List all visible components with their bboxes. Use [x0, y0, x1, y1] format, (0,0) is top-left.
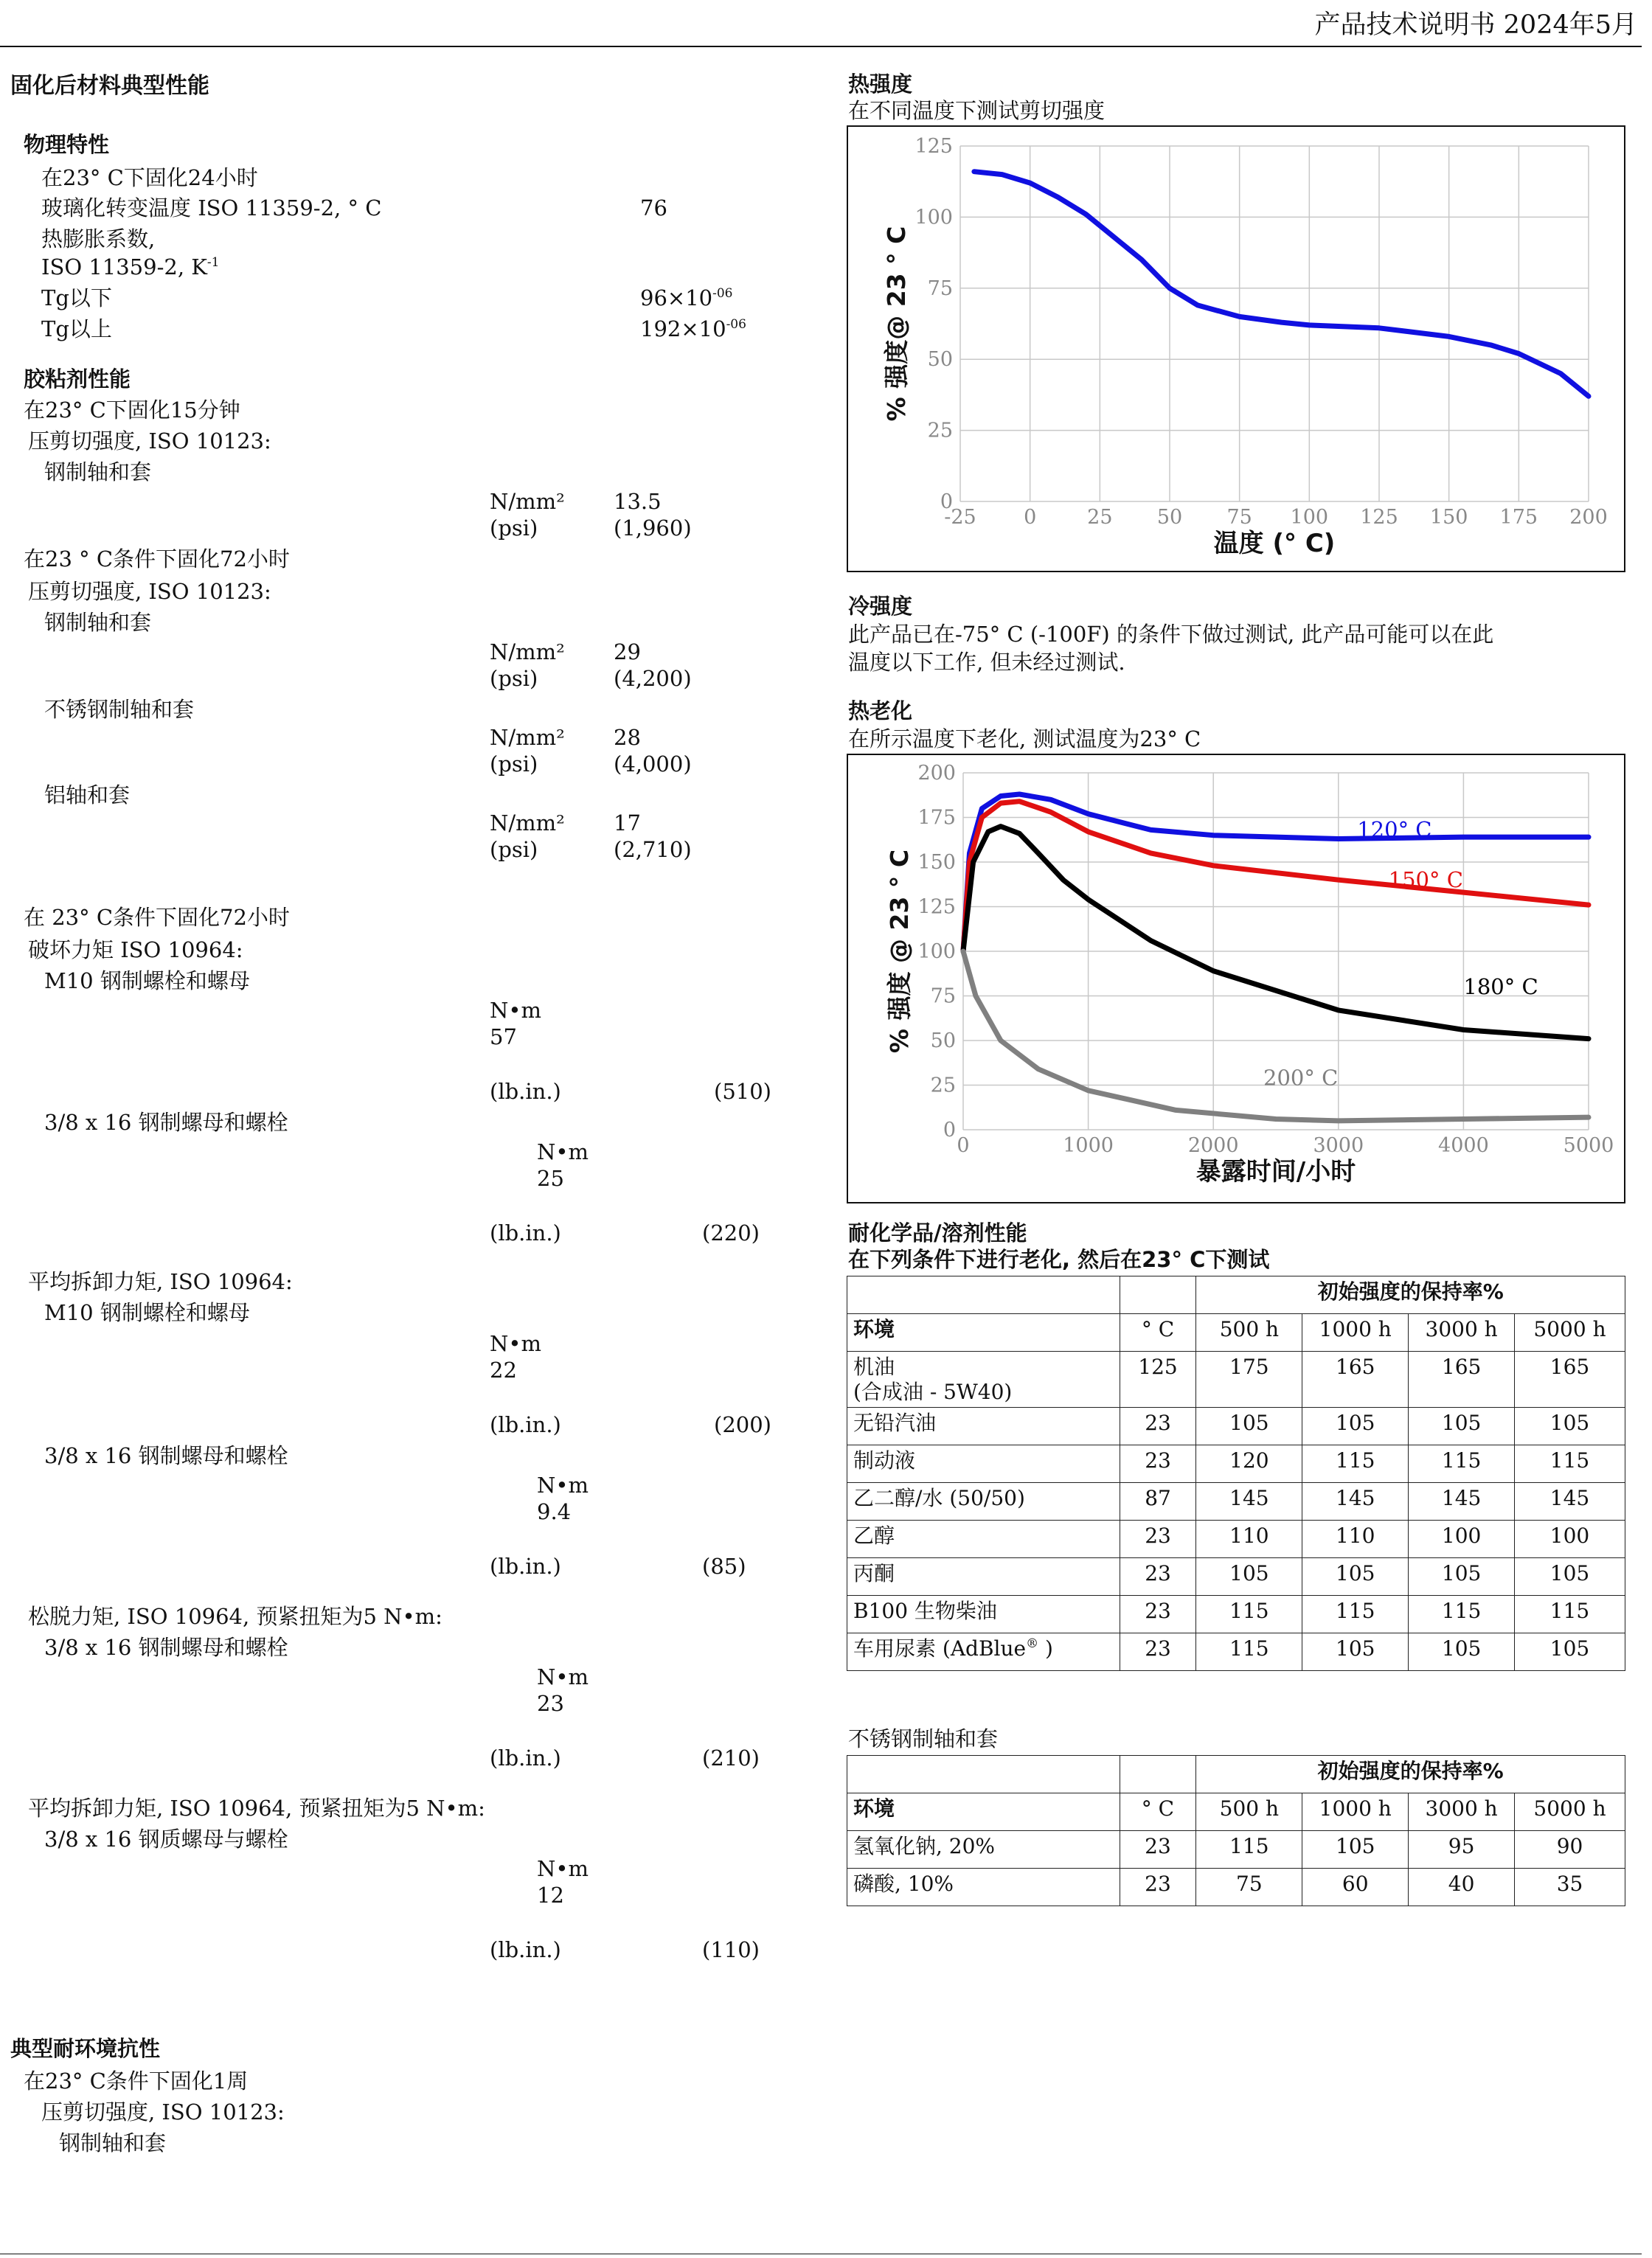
- below-tg-value: [640, 286, 733, 310]
- table-row: [847, 1558, 1625, 1596]
- table-header-cell: 3000 h: [1409, 1793, 1515, 1831]
- header-rule: [0, 46, 1642, 47]
- table-cell: 105: [1302, 1633, 1409, 1671]
- series-label: 180° C: [1463, 974, 1538, 1000]
- below-tg-val: 96×10: [640, 285, 713, 310]
- cte-unit-sup: -1: [206, 255, 220, 270]
- table-cell: 制动液: [847, 1445, 1120, 1483]
- table-cell: 145: [1196, 1483, 1302, 1521]
- hot-strength-sub: 在不同温度下测试剪切强度: [848, 98, 1106, 123]
- table-cell-sub: (合成油 - 5W40): [853, 1379, 1013, 1404]
- unit-1b: (psi): [490, 515, 538, 541]
- steel-1: 钢制轴和套: [44, 459, 152, 484]
- table-cell: 145: [1409, 1483, 1515, 1521]
- table-header-cell: 5000 h: [1515, 1793, 1625, 1831]
- x-tick-label: 200: [1569, 506, 1608, 529]
- lbin-5: (lb.in.): [490, 1745, 561, 1771]
- lbin-2: (lb.in.): [490, 1220, 561, 1246]
- table-cell: 105: [1409, 1633, 1515, 1671]
- heat-aging-chart: [847, 754, 1625, 1203]
- table-cell: 115: [1196, 1633, 1302, 1671]
- series-label: 150° C: [1388, 866, 1463, 892]
- table-cell: 乙二醇/水 (50/50): [847, 1483, 1120, 1521]
- table-cell: 115: [1409, 1445, 1515, 1483]
- table-cell: 165: [1302, 1352, 1409, 1408]
- x-tick-label: 3000: [1313, 1134, 1364, 1157]
- table-header-cell: 3000 h: [1409, 1314, 1515, 1352]
- cold-strength-text-1: 此产品已在-75° C (-100F) 的条件下做过测试, 此产品可能可以在此: [848, 622, 1494, 647]
- x-tick-label: 0: [1024, 506, 1037, 529]
- steel-2: 钢制轴和套: [44, 610, 152, 635]
- unit-3: N/mm²: [490, 725, 565, 750]
- y-tick-label: 175: [917, 806, 956, 830]
- table-cell: 115: [1409, 1596, 1515, 1633]
- table-cell: 105: [1196, 1408, 1302, 1445]
- table-row: [847, 1521, 1625, 1558]
- env-cure: 在23° C条件下固化1周: [24, 2068, 249, 2094]
- prevail-torque-2: 平均拆卸力矩, ISO 10964, 预紧扭矩为5 N•m:: [28, 1796, 485, 1821]
- nut-1-lb: (220): [702, 1220, 760, 1246]
- nut-2-val: 9.4: [537, 1499, 572, 1524]
- table-header-blank: [1120, 1276, 1196, 1314]
- breakloose-torque: 松脱力矩, ISO 10964, 预紧扭矩为5 N•m:: [28, 1604, 442, 1629]
- unit-2b: (psi): [490, 666, 538, 691]
- x-tick-label: 0: [957, 1134, 970, 1157]
- table-cell: 氢氧化钠, 20%: [847, 1831, 1120, 1869]
- nut-1: 3/8 x 16 钢制螺母和螺栓: [44, 1110, 288, 1135]
- x-axis-label: 温度 (° C): [1213, 529, 1336, 558]
- table2-title: 不锈钢制轴和套: [848, 1726, 999, 1751]
- y-tick-label: 125: [917, 895, 956, 919]
- cte-label-1: 热膨胀系数,: [41, 226, 156, 251]
- hot-strength-chart: [847, 125, 1625, 572]
- nut-2: 3/8 x 16 钢制螺母和螺栓: [44, 1443, 288, 1468]
- series-label: 200° C: [1263, 1065, 1339, 1091]
- y-tick-label: 25: [927, 419, 953, 442]
- table-cell: 105: [1409, 1558, 1515, 1596]
- table-cell: 125: [1120, 1352, 1196, 1408]
- table-cell: 100: [1515, 1521, 1625, 1558]
- nm-3: N•m: [490, 1331, 541, 1356]
- table-header-blank: [1120, 1756, 1196, 1793]
- x-tick-label: 175: [1499, 506, 1538, 529]
- table-cell: 115: [1515, 1445, 1625, 1483]
- nm-5: N•m: [537, 1664, 589, 1689]
- table-cell: 105: [1302, 1408, 1409, 1445]
- adhesive-title: 胶粘剂性能: [24, 367, 131, 392]
- cure-72h: 在23 ° C条件下固化72小时: [24, 546, 290, 572]
- table-row: [847, 1596, 1625, 1633]
- cure-72h-b: 在 23° C条件下固化72小时: [24, 905, 290, 930]
- lbin-1: (lb.in.): [490, 1079, 561, 1104]
- table-cell: 磷酸, 10%: [847, 1869, 1120, 1906]
- shear-2: 压剪切强度, ISO 10123:: [28, 579, 271, 604]
- table-cell: 87: [1120, 1483, 1196, 1521]
- y-tick-label: 0: [943, 1119, 956, 1142]
- table-cell: B100 生物柴油: [847, 1596, 1120, 1633]
- table-cell: 110: [1302, 1521, 1409, 1558]
- table-cell: 115: [1515, 1596, 1625, 1633]
- table-row: [847, 1831, 1625, 1869]
- x-tick-label: 125: [1360, 506, 1398, 529]
- hot-strength-plot: [848, 127, 1624, 571]
- value-3: 28: [614, 725, 641, 750]
- below-tg-label: Tg以下: [41, 285, 112, 310]
- table-cell: 165: [1515, 1352, 1625, 1408]
- table-cell: 35: [1515, 1869, 1625, 1906]
- x-tick-label: 50: [1156, 506, 1183, 529]
- x-tick-label: 5000: [1563, 1134, 1614, 1157]
- y-tick-label: 200: [917, 762, 956, 785]
- aluminum-label: 铝轴和套: [44, 782, 131, 807]
- env-shear: 压剪切强度, ISO 10123:: [41, 2099, 285, 2125]
- value-4: 17: [614, 810, 641, 836]
- series-line: [974, 172, 1589, 397]
- table-header-cell: 500 h: [1196, 1793, 1302, 1831]
- y-tick-label: 25: [930, 1074, 956, 1097]
- table-row: [847, 1408, 1625, 1445]
- nut-3-val: 23: [537, 1691, 564, 1716]
- table-row: [847, 1633, 1625, 1671]
- lbin-6: (lb.in.): [490, 1937, 561, 1962]
- value-1b: (1,960): [614, 515, 692, 541]
- table-cell: 23: [1120, 1408, 1196, 1445]
- table-cell: 无铅汽油: [847, 1408, 1120, 1445]
- y-tick-label: 0: [940, 490, 953, 513]
- chem-sub: 在下列条件下进行老化, 然后在23° C下测试: [848, 1247, 1270, 1272]
- table-row: [847, 1483, 1625, 1521]
- table-cell: 105: [1515, 1408, 1625, 1445]
- stainless-resistance-table: [847, 1755, 1625, 1906]
- heat-aging-title: 热老化: [848, 698, 913, 723]
- unit-3b: (psi): [490, 751, 538, 777]
- table-cell: 165: [1409, 1352, 1515, 1408]
- table-cell: 60: [1302, 1869, 1409, 1906]
- above-tg-sup: -06: [726, 317, 746, 332]
- table-header-cell: ° C: [1120, 1314, 1196, 1352]
- y-tick-label: 50: [927, 348, 953, 372]
- x-tick-label: -25: [944, 506, 976, 529]
- unit-4: N/mm²: [490, 810, 565, 836]
- above-tg-value: [640, 317, 746, 341]
- above-tg-val: 192×10: [640, 316, 726, 341]
- x-tick-label: 75: [1226, 506, 1252, 529]
- table-cell: 丙酮: [847, 1558, 1120, 1596]
- nut-3: 3/8 x 16 钢制螺母和螺栓: [44, 1635, 288, 1660]
- table-header-blank: [847, 1276, 1120, 1314]
- table-cell: 100: [1409, 1521, 1515, 1558]
- y-tick-label: 150: [917, 851, 956, 874]
- table-cell: [847, 1633, 1120, 1671]
- below-tg-sup: -06: [712, 286, 733, 301]
- doc-title: 产品技术说明书 2024年5月: [1314, 10, 1637, 40]
- table-cell: 105: [1515, 1633, 1625, 1671]
- y-tick-label: 125: [914, 135, 953, 158]
- table-header-cell: 500 h: [1196, 1314, 1302, 1352]
- table-cell: [847, 1352, 1120, 1408]
- nut-2-lb: (85): [702, 1554, 746, 1579]
- cure-15min: 在23° C下固化15分钟: [24, 397, 240, 423]
- value-2b: (4,200): [614, 666, 692, 691]
- m10-2-val: 22: [490, 1358, 517, 1383]
- table-cell: 105: [1196, 1558, 1302, 1596]
- cold-strength-text-2: 温度以下工作, 但未经过测试.: [848, 650, 1125, 675]
- table-cell: 115: [1302, 1445, 1409, 1483]
- hot-strength-title: 热强度: [848, 72, 913, 97]
- table-cell: 23: [1120, 1445, 1196, 1483]
- x-axis-label: 暴露时间/小时: [1195, 1157, 1356, 1187]
- table-cell: 115: [1196, 1596, 1302, 1633]
- table-group-header-row: [847, 1756, 1625, 1793]
- nut-4-val: 12: [537, 1883, 564, 1908]
- table-cell: 110: [1196, 1521, 1302, 1558]
- env-title: 典型耐环境抗性: [10, 2036, 161, 2061]
- table-cell: 95: [1409, 1831, 1515, 1869]
- m10-1-lb: (510): [714, 1079, 771, 1104]
- table-header-cell: 1000 h: [1302, 1314, 1409, 1352]
- table-cell: 23: [1120, 1831, 1196, 1869]
- y-tick-label: 75: [927, 277, 953, 300]
- lbin-4: (lb.in.): [490, 1554, 561, 1579]
- prevail-torque: 平均拆卸力矩, ISO 10964:: [28, 1269, 293, 1294]
- break-torque: 破坏力矩 ISO 10964:: [28, 937, 243, 962]
- table-group-header: 初始强度的保持率%: [1196, 1276, 1625, 1314]
- x-tick-label: 25: [1087, 506, 1113, 529]
- m10-1-val: 57: [490, 1024, 517, 1049]
- table-cell: 40: [1409, 1869, 1515, 1906]
- value-1: 13.5: [614, 489, 662, 514]
- x-tick-label: 150: [1429, 506, 1468, 529]
- table-cell: 90: [1515, 1831, 1625, 1869]
- y-tick-label: 50: [930, 1029, 956, 1052]
- table-header-cell: 5000 h: [1515, 1314, 1625, 1352]
- tg-value: 76: [640, 195, 667, 220]
- table-row: [847, 1352, 1625, 1408]
- physical-title: 物理特性: [24, 132, 110, 157]
- table-cell: 105: [1302, 1558, 1409, 1596]
- table-header-cell: ° C: [1120, 1793, 1196, 1831]
- x-tick-label: 100: [1290, 506, 1329, 529]
- table-header-cell: 环境: [847, 1793, 1120, 1831]
- unit-1: N/mm²: [490, 489, 565, 514]
- table-cell: 75: [1196, 1869, 1302, 1906]
- table-header-row: [847, 1314, 1625, 1352]
- nut-3-lb: (210): [702, 1745, 760, 1771]
- table-cell: 115: [1196, 1831, 1302, 1869]
- table-cell: 175: [1196, 1352, 1302, 1408]
- series-line: [963, 827, 1589, 1039]
- table-cell-text: 车用尿素 (AdBlue: [853, 1636, 1027, 1661]
- table-header-cell: 环境: [847, 1314, 1120, 1352]
- nm-1: N•m: [490, 998, 541, 1023]
- value-4b: (2,710): [614, 837, 692, 862]
- nm-2: N•m: [537, 1139, 589, 1164]
- y-axis-label: % 强度@ 23 ° C: [882, 226, 911, 422]
- y-tick-label: 100: [917, 940, 956, 963]
- table-cell: 105: [1515, 1558, 1625, 1596]
- y-tick-label: 100: [914, 206, 953, 229]
- physical-cure: 在23° C下固化24小时: [41, 165, 258, 190]
- table-cell: 105: [1302, 1831, 1409, 1869]
- m10-1: M10 钢制螺栓和螺母: [44, 968, 250, 993]
- env-steel: 钢制轴和套: [59, 2130, 167, 2155]
- table-group-header-row: [847, 1276, 1625, 1314]
- table-row: [847, 1869, 1625, 1906]
- table-group-header: 初始强度的保持率%: [1196, 1756, 1625, 1793]
- table-header-blank: [847, 1756, 1120, 1793]
- y-axis-label: % 强度 @ 23 ° C: [885, 849, 914, 1054]
- above-tg-label: Tg以上: [41, 316, 112, 341]
- m10-2: M10 钢制螺栓和螺母: [44, 1300, 250, 1325]
- nut-4-lb: (110): [702, 1937, 760, 1962]
- table-cell: 23: [1120, 1633, 1196, 1671]
- stainless-label: 不锈钢制轴和套: [44, 697, 195, 722]
- chem-title: 耐化学品/溶剂性能: [848, 1220, 1027, 1246]
- x-tick-label: 4000: [1438, 1134, 1489, 1157]
- nm-4: N•m: [537, 1473, 589, 1498]
- table-cell: 23: [1120, 1596, 1196, 1633]
- table-cell: 23: [1120, 1558, 1196, 1596]
- table-cell: 145: [1515, 1483, 1625, 1521]
- heat-aging-sub: 在所示温度下老化, 测试温度为23° C: [848, 726, 1201, 751]
- y-tick-label: 75: [930, 984, 956, 1008]
- shear-1: 压剪切强度, ISO 10123:: [28, 428, 271, 454]
- nut-1-val: 25: [537, 1166, 564, 1191]
- chemical-resistance-table: [847, 1276, 1625, 1671]
- unit-2: N/mm²: [490, 639, 565, 664]
- nm-6: N•m: [537, 1856, 589, 1881]
- nut-4: 3/8 x 16 钢质螺母与螺栓: [44, 1827, 288, 1852]
- table-cell: 23: [1120, 1869, 1196, 1906]
- value-2: 29: [614, 639, 641, 664]
- m10-2-lb: (200): [714, 1412, 771, 1437]
- cte-label-2: [41, 255, 219, 279]
- tg-label: 玻璃化转变温度 ISO 11359-2, ° C: [41, 195, 382, 220]
- table-row: [847, 1445, 1625, 1483]
- table-cell-paren: ): [1038, 1636, 1053, 1661]
- x-tick-label: 2000: [1187, 1134, 1239, 1157]
- registered-mark: ®: [1026, 1636, 1039, 1652]
- cold-strength-title: 冷强度: [848, 594, 913, 619]
- table-cell: 120: [1196, 1445, 1302, 1483]
- table-cell: 105: [1409, 1408, 1515, 1445]
- series-label: 120° C: [1357, 817, 1432, 843]
- section-title: 固化后材料典型性能: [10, 73, 209, 99]
- value-3b: (4,000): [614, 751, 692, 777]
- table-header-cell: 1000 h: [1302, 1793, 1409, 1831]
- unit-4b: (psi): [490, 837, 538, 862]
- cte-label-2-text: ISO 11359-2, K: [41, 254, 207, 279]
- table-cell: 145: [1302, 1483, 1409, 1521]
- lbin-3: (lb.in.): [490, 1412, 561, 1437]
- table-cell: 115: [1302, 1596, 1409, 1633]
- heat-aging-plot: [848, 755, 1624, 1202]
- table-cell: 23: [1120, 1521, 1196, 1558]
- table-cell: 乙醇: [847, 1521, 1120, 1558]
- table-cell-text: 机油: [853, 1355, 895, 1379]
- table-header-row: [847, 1793, 1625, 1831]
- x-tick-label: 1000: [1063, 1134, 1114, 1157]
